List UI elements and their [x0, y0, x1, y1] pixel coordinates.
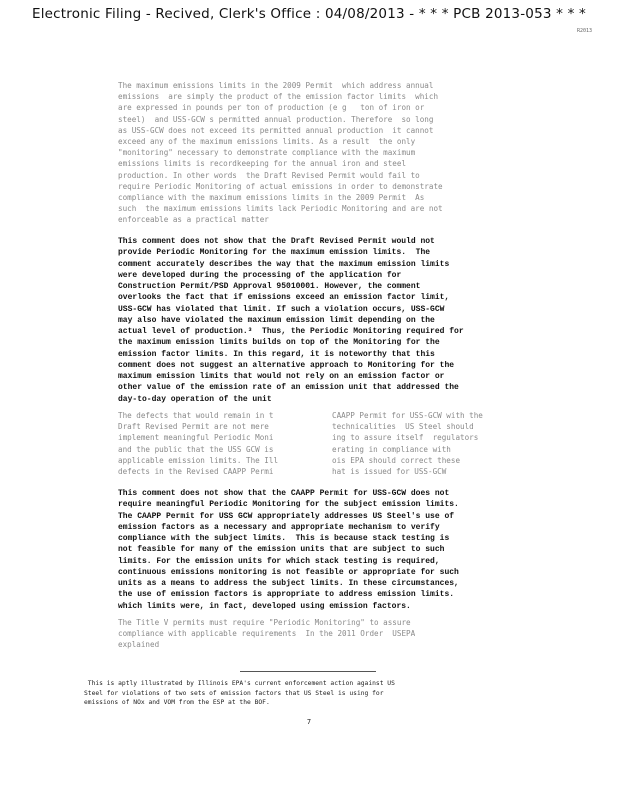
footnote: This is aptly illustrated by Illinois EPA's current enforcement action against US Steel for violations of two sets of emission factors that US Steel is using for emissions of NOx and VOM from the ESP at the BOF. [84, 680, 395, 706]
page-number: 7 [306, 718, 312, 726]
footnote-divider [240, 671, 376, 672]
paragraph-title-v-permits: The Title V permits must require "Periodic Monitoring" to assure compliance with applicable requirements In the 2011 Order USEPA explained [118, 618, 416, 650]
paragraph-maximum-emissions: The maximum emissions limits in the 2009 Permit which address annual emissions are simply the product of the emission factor limits which are expressed in pounds per ton of production (e g ton of iron or steel) and USS-GCW s permitted annual production. Therefore so long as USS-GCW does not exceed its permitted annual production it cannot exceed any of the maximum emissions limits. As a result the only "monitoring" necessary to demonstrate compliance with the maximum emissions limits is recordkeeping for the annual iron and steel production. In other words the Draft Revised Permit would fail to require Periodic Monitoring of actual emissions in order to demonstrate compliance with the maximum emissions limits in the 2009 Permit As such the maximum emissions limits lack Periodic Monitoring and are not enforceable as a practical matter [118, 81, 443, 225]
filing-stamp-header: Electronic Filing - Recived, Clerk's Office : 04/08/2013 - * * * PCB 2013-053 * * * [31, 6, 586, 22]
paragraph-response-periodic-monitoring: This comment does not show that the Draft Revised Permit would not provide Periodic Monitoring for the maximum emission limits. The comment accurately describes the way that the maximum emission limits were developed during the processing of the application for Construction Permit/PSD Approval 95010001. However, the comment overlooks the fact that if emissions exceed an emission factor limit, USS-GCW has violated that limit. If such a violation occurs, USS-GCW may also have violated the maximum emission limit depending on the actual level of production.³ Thus, the Periodic Monitoring required for the maximum emission limits builds on top of the Monitoring for the emission factor limits. In this regard, it is noteworthy that this comment does not suggest an alternative approach to Monitoring for the maximum emission limits that would not rely on an emission factor or other value of the emission rate of an emission unit that addressed the day-to-day operation of the unit [118, 237, 464, 404]
two-column-fragment [118, 410, 538, 478]
fragment-left-column: The defects that would remain in t Draft Revised Permit are not mere implement meaningful Periodic Moni and the public that the USS GCW is applicable emission limits. The Ill defects in the Revised CAAPP Permi [118, 411, 279, 477]
fragment-right-column: CAAPP Permit for USS-GCW with the technicalities US Steel should ing to assure itself regulators erating in compliance with ois EPA should correct these hat is issued for USS-GCW [332, 411, 483, 477]
paragraph-response-caapp-permit: This comment does not show that the CAAPP Permit for USS-GCW does not require meaningful Periodic Monitoring for the subject emission limits. The CAAPP Permit for USS GCW appropriately addresses US Steel's use of emission factors as a necessary and appropriate mechanism to verify compliance with the subject limits. This is because stack testing is not feasible for many of the emission units that are subject to such limits. For the emission units for which stack testing is required, continuous emissions monitoring is not feasible or appropriate for such units as a means to address the subject limits. In these circumstances, the use of emission factors is appropriate to address emission limits. which limits were, in fact, developed using emission factors. [118, 489, 459, 611]
stamp-code: R2013 [576, 28, 592, 34]
